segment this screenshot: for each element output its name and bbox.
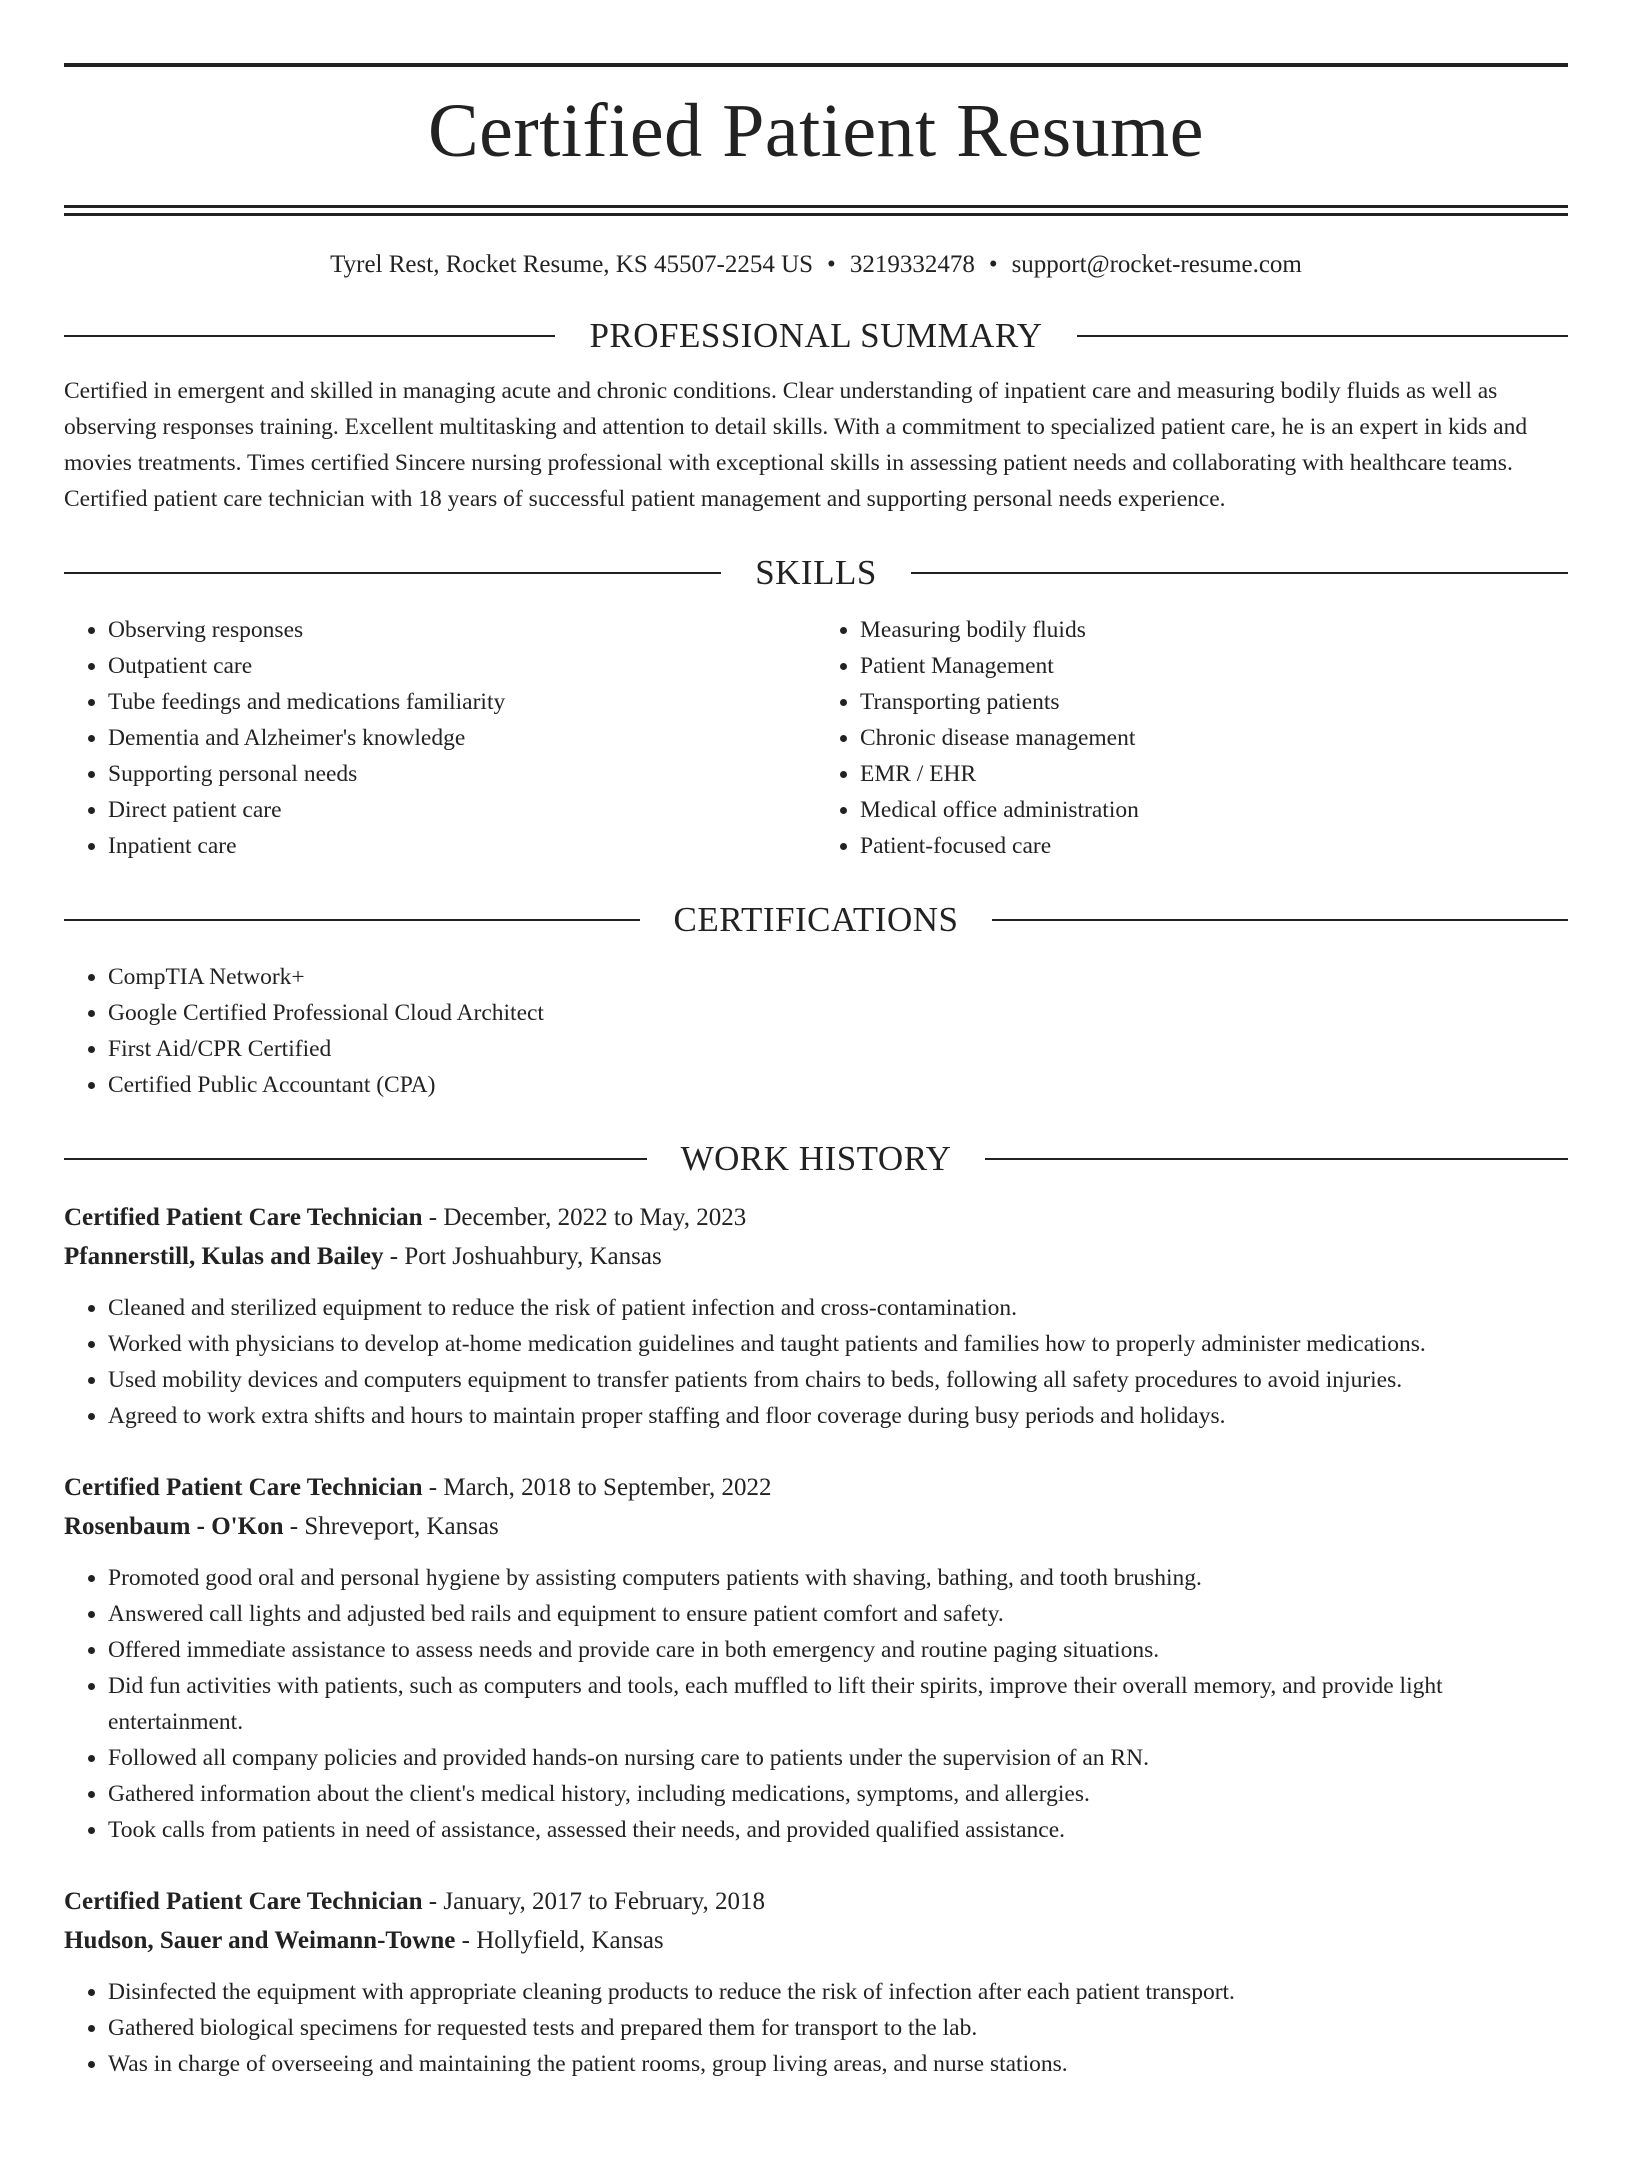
job-duty-item: • Took calls from patients in need of assistance, assessed their needs, and provided qualified assistance. bbox=[108, 1812, 1568, 1848]
resume-title: Certified Patient Resume bbox=[427, 89, 1205, 173]
contact-address: Tyrel Rest, Rocket Resume, KS 45507-2254 US bbox=[330, 251, 814, 278]
summary-heading: PROFESSIONAL SUMMARY bbox=[589, 316, 1043, 355]
job-duties-list bbox=[64, 1290, 1568, 1434]
job-duties-list bbox=[64, 1974, 1568, 2082]
skills-list-left bbox=[64, 612, 816, 864]
work-history-list bbox=[64, 1198, 1568, 2082]
certification-item: • CompTIA Network+ bbox=[108, 959, 1568, 995]
skill-item: • Direct patient care bbox=[108, 792, 816, 828]
skill-item: • Patient Management bbox=[860, 648, 1568, 684]
job-duty-item: • Was in charge of overseeing and maintaining the patient rooms, group living areas, and nurse stations. bbox=[108, 2046, 1568, 2082]
job-duty-item: • Offered immediate assistance to assess needs and provide care in both emergency and routine paging situations. bbox=[108, 1632, 1568, 1668]
heading-rule-right bbox=[985, 1158, 1568, 1160]
heading-rule-left bbox=[64, 335, 555, 337]
heading-rule-right bbox=[992, 919, 1568, 921]
job-duties-list bbox=[64, 1560, 1568, 1848]
contact-separator: • bbox=[988, 251, 998, 278]
summary-heading-row bbox=[64, 318, 1568, 353]
job-duty-item: • Agreed to work extra shifts and hours to maintain proper staffing and floor coverage during busy periods and holidays. bbox=[108, 1398, 1568, 1434]
skill-item: • Inpatient care bbox=[108, 828, 816, 864]
certification-item: • Google Certified Professional Cloud Architect bbox=[108, 995, 1568, 1031]
certification-item: • Certified Public Accountant (CPA) bbox=[108, 1067, 1568, 1103]
job-title-line bbox=[64, 1198, 1568, 1237]
skills-heading-row bbox=[64, 555, 1568, 590]
job-location: Port Joshuahbury, Kansas bbox=[404, 1243, 662, 1270]
dash-separator: - bbox=[422, 1888, 444, 1915]
job-duty-item: • Gathered information about the client's medical history, including medications, symptoms, and allergies. bbox=[108, 1776, 1568, 1812]
job-title: Certified Patient Care Technician bbox=[64, 1888, 423, 1915]
contact-line bbox=[64, 250, 1568, 280]
skill-item: • Patient-focused care bbox=[860, 828, 1568, 864]
contact-email[interactable]: support@rocket-resume.com bbox=[1011, 251, 1302, 278]
job-duty-item: • Followed all company policies and provided hands-on nursing care to patients under the supervision of an RN. bbox=[108, 1740, 1568, 1776]
job-duty-item: • Used mobility devices and computers equipment to transfer patients from chairs to beds, following all safety procedures to avoid injuries. bbox=[108, 1362, 1568, 1398]
certification-item: • First Aid/CPR Certified bbox=[108, 1031, 1568, 1067]
job-company-line bbox=[64, 1237, 1568, 1276]
skills-heading: SKILLS bbox=[755, 553, 877, 592]
heading-rule-left bbox=[64, 919, 640, 921]
job-company-line bbox=[64, 1921, 1568, 1960]
top-rule bbox=[64, 63, 1568, 67]
job-location: Shreveport, Kansas bbox=[304, 1513, 499, 1540]
contact-separator: • bbox=[827, 251, 836, 278]
job-duty-item: • Answered call lights and adjusted bed rails and equipment to ensure patient comfort and safety. bbox=[108, 1596, 1568, 1632]
skill-item: • Observing responses bbox=[108, 612, 816, 648]
skill-item: • Measuring bodily fluids bbox=[860, 612, 1568, 648]
skill-item: • Outpatient care bbox=[108, 648, 816, 684]
title-double-rule bbox=[64, 205, 1568, 216]
job-dates: December, 2022 to May, 2023 bbox=[443, 1204, 747, 1231]
heading-rule-right bbox=[911, 572, 1568, 574]
job-title: Certified Patient Care Technician bbox=[64, 1204, 423, 1231]
heading-rule-left bbox=[64, 572, 721, 574]
skill-item: • Tube feedings and medications familiarity bbox=[108, 684, 816, 720]
summary-text: Certified in emergent and skilled in managing acute and chronic conditions. Clear understanding of inpatient care and measuring bodily fluids as well as observing responses training. Excellent multitasking and attention to detail skills. With a commitment to specialized patient care, he is an expert in kids and movies treatments. Times certified Sincere nursing professional with exceptional skills in assessing patient needs and collaborating with healthcare teams. Certified patient care technician with 18 years of successful patient management and supporting personal needs experience. bbox=[64, 378, 1528, 512]
job-entry bbox=[64, 1468, 1568, 1848]
work-heading: WORK HISTORY bbox=[680, 1139, 952, 1178]
skill-item: • Supporting personal needs bbox=[108, 756, 816, 792]
job-company: Pfannerstill, Kulas and Bailey bbox=[64, 1243, 384, 1270]
job-duty-item: • Cleaned and sterilized equipment to reduce the risk of patient infection and cross-contamination. bbox=[108, 1290, 1568, 1326]
skill-item: • Dementia and Alzheimer's knowledge bbox=[108, 720, 816, 756]
job-duty-item: • Disinfected the equipment with appropriate cleaning products to reduce the risk of infection after each patient transport. bbox=[108, 1974, 1568, 2010]
skill-item: • Transporting patients bbox=[860, 684, 1568, 720]
heading-rule-left bbox=[64, 1158, 647, 1160]
dash-separator: - bbox=[283, 1513, 305, 1540]
job-company-line bbox=[64, 1507, 1568, 1546]
skills-columns bbox=[64, 612, 1568, 864]
work-heading-row bbox=[64, 1141, 1568, 1176]
contact-phone: 3219332478 bbox=[849, 251, 975, 278]
job-duty-item: • Promoted good oral and personal hygiene by assisting computers patients with shaving, bathing, and tooth brushing. bbox=[108, 1560, 1568, 1596]
certifications-heading: CERTIFICATIONS bbox=[673, 900, 959, 939]
dash-separator: - bbox=[383, 1243, 405, 1270]
dash-separator: - bbox=[422, 1474, 444, 1501]
heading-rule-right bbox=[1077, 335, 1568, 337]
job-title-line bbox=[64, 1468, 1568, 1507]
certifications-heading-row bbox=[64, 902, 1568, 937]
dash-separator: - bbox=[422, 1204, 444, 1231]
dash-separator: - bbox=[455, 1927, 477, 1954]
job-entry bbox=[64, 1882, 1568, 2082]
job-entry bbox=[64, 1198, 1568, 1434]
job-duty-item: • Did fun activities with patients, such as computers and tools, each muffled to lift their spirits, improve their overall memory, and provide light entertainment. bbox=[108, 1668, 1568, 1740]
resume-page bbox=[0, 63, 1632, 2175]
job-title-line bbox=[64, 1882, 1568, 1921]
job-company: Rosenbaum - O'Kon bbox=[64, 1513, 284, 1540]
job-title: Certified Patient Care Technician bbox=[64, 1474, 423, 1501]
skill-item: • Medical office administration bbox=[860, 792, 1568, 828]
job-dates: January, 2017 to February, 2018 bbox=[443, 1888, 766, 1915]
skills-list-right bbox=[816, 612, 1568, 864]
job-dates: March, 2018 to September, 2022 bbox=[443, 1474, 772, 1501]
skill-item: • EMR / EHR bbox=[860, 756, 1568, 792]
job-duty-item: • Worked with physicians to develop at-home medication guidelines and taught patients and families how to properly administer medications. bbox=[108, 1326, 1568, 1362]
skill-item: • Chronic disease management bbox=[860, 720, 1568, 756]
job-company: Hudson, Sauer and Weimann-Towne bbox=[64, 1927, 456, 1954]
job-duty-item: • Gathered biological specimens for requested tests and prepared them for transport to the lab. bbox=[108, 2010, 1568, 2046]
certifications-list bbox=[64, 959, 1568, 1103]
job-location: Hollyfield, Kansas bbox=[476, 1927, 664, 1954]
